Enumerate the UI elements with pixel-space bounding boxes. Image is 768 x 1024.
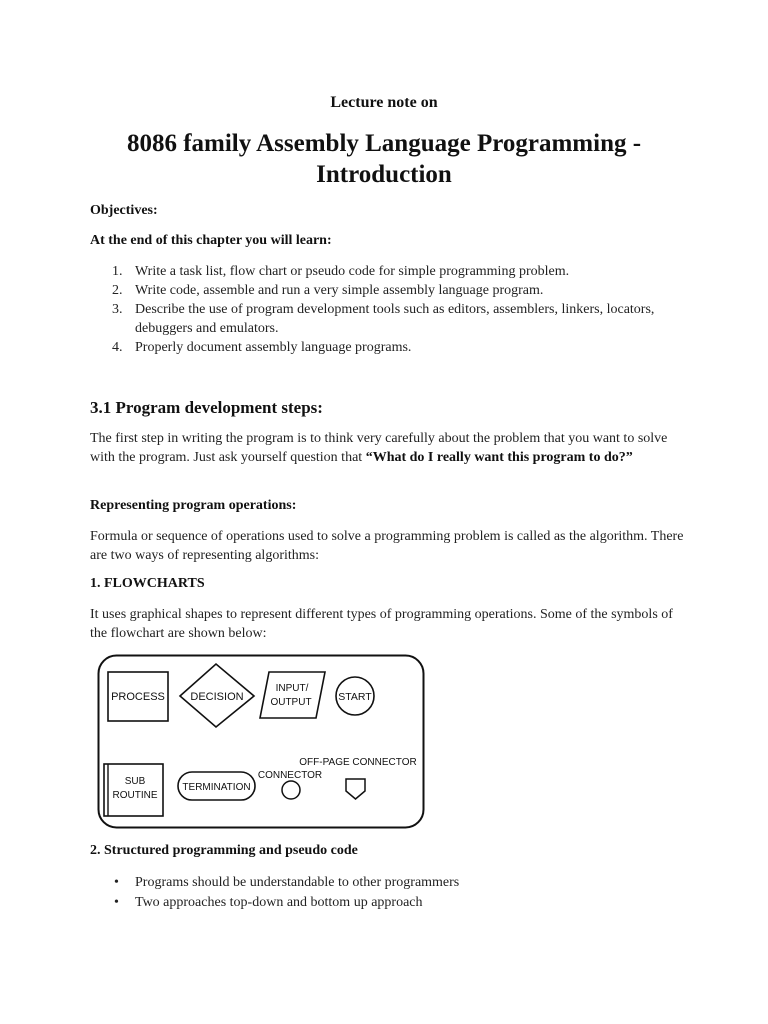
intro-paragraph [90,429,690,467]
decision-label: DECISION [190,691,244,703]
title-line-1: 8086 family Assembly Language Programming - [126,130,642,157]
intro-paragraph-text: The first step in writing the program is to think very carefully about the problem that you want to solve with the program. Just ask yourself question that [90,431,668,465]
representing-heading: Representing program operations: [90,498,297,513]
objective-number: 2. [112,283,123,298]
objective-number: 3. [112,302,123,317]
objective-item [90,262,680,281]
start-label: START [338,691,372,703]
termination-label: TERMINATION [182,782,251,793]
input-label: INPUT/ [275,683,309,694]
end-of-chapter-label: At the end of this chapter you will learn: [90,233,332,248]
objectives-label: Objectives: [90,203,158,218]
bullet-mark: • [114,875,119,890]
figure-frame [99,656,424,828]
offpage-connector-symbol [346,779,365,799]
offpage-connector-label: OFF-PAGE CONNECTOR [299,757,417,768]
subroutine-label-1: SUB [124,776,146,787]
output-label: OUTPUT [270,697,312,708]
process-label: PROCESS [111,691,165,703]
subroutine-label-2: ROUTINE [112,790,158,801]
connector-label: CONNECTOR [257,770,323,781]
objective-number: 1. [112,264,123,279]
objective-text: Properly document assembly language programs. [135,340,412,355]
page-title [0,128,768,190]
objective-item [90,300,680,338]
input-output-symbol [260,672,325,718]
flowchart-symbols-figure [97,654,425,829]
bullet-text: Programs should be understandable to other programmers [135,875,460,890]
intro-paragraph-question: “What do I really want this program to do?” [365,450,633,465]
structured-programming-heading: 2. Structured programming and pseudo code [90,843,358,858]
objective-item [90,281,680,300]
flowcharts-heading: 1. FLOWCHARTS [90,576,205,591]
objective-number: 4. [112,340,123,355]
bullet-item [90,873,459,893]
objective-text: Describe the use of program development tools such as editors, assemblers, linkers, locators, debuggers and emulators. [135,302,655,336]
objective-item [90,338,680,357]
flowchart-paragraph: It uses graphical shapes to represent different types of programming operations. Some of the symbols of the flowchart are shown below: [90,607,673,641]
connector-symbol [282,781,300,799]
objective-text: Write a task list, flow chart or pseudo code for simple programming problem. [135,264,570,279]
title-line-2: Introduction [316,161,452,188]
objective-text: Write code, assemble and run a very simple assembly language program. [135,283,544,298]
bullet-item [90,893,459,913]
bullet-mark: • [114,895,119,910]
section-heading: 3.1 Program development steps: [90,398,323,417]
objectives-list [90,262,680,357]
bullet-text: Two approaches top-down and bottom up approach [135,895,423,910]
algorithm-paragraph: Formula or sequence of operations used to solve a programming problem is called as the algorithm. There are two ways of representing algorithms: [90,529,684,563]
lecture-note-label: Lecture note on [330,94,438,111]
structured-bullets-list [90,873,459,913]
